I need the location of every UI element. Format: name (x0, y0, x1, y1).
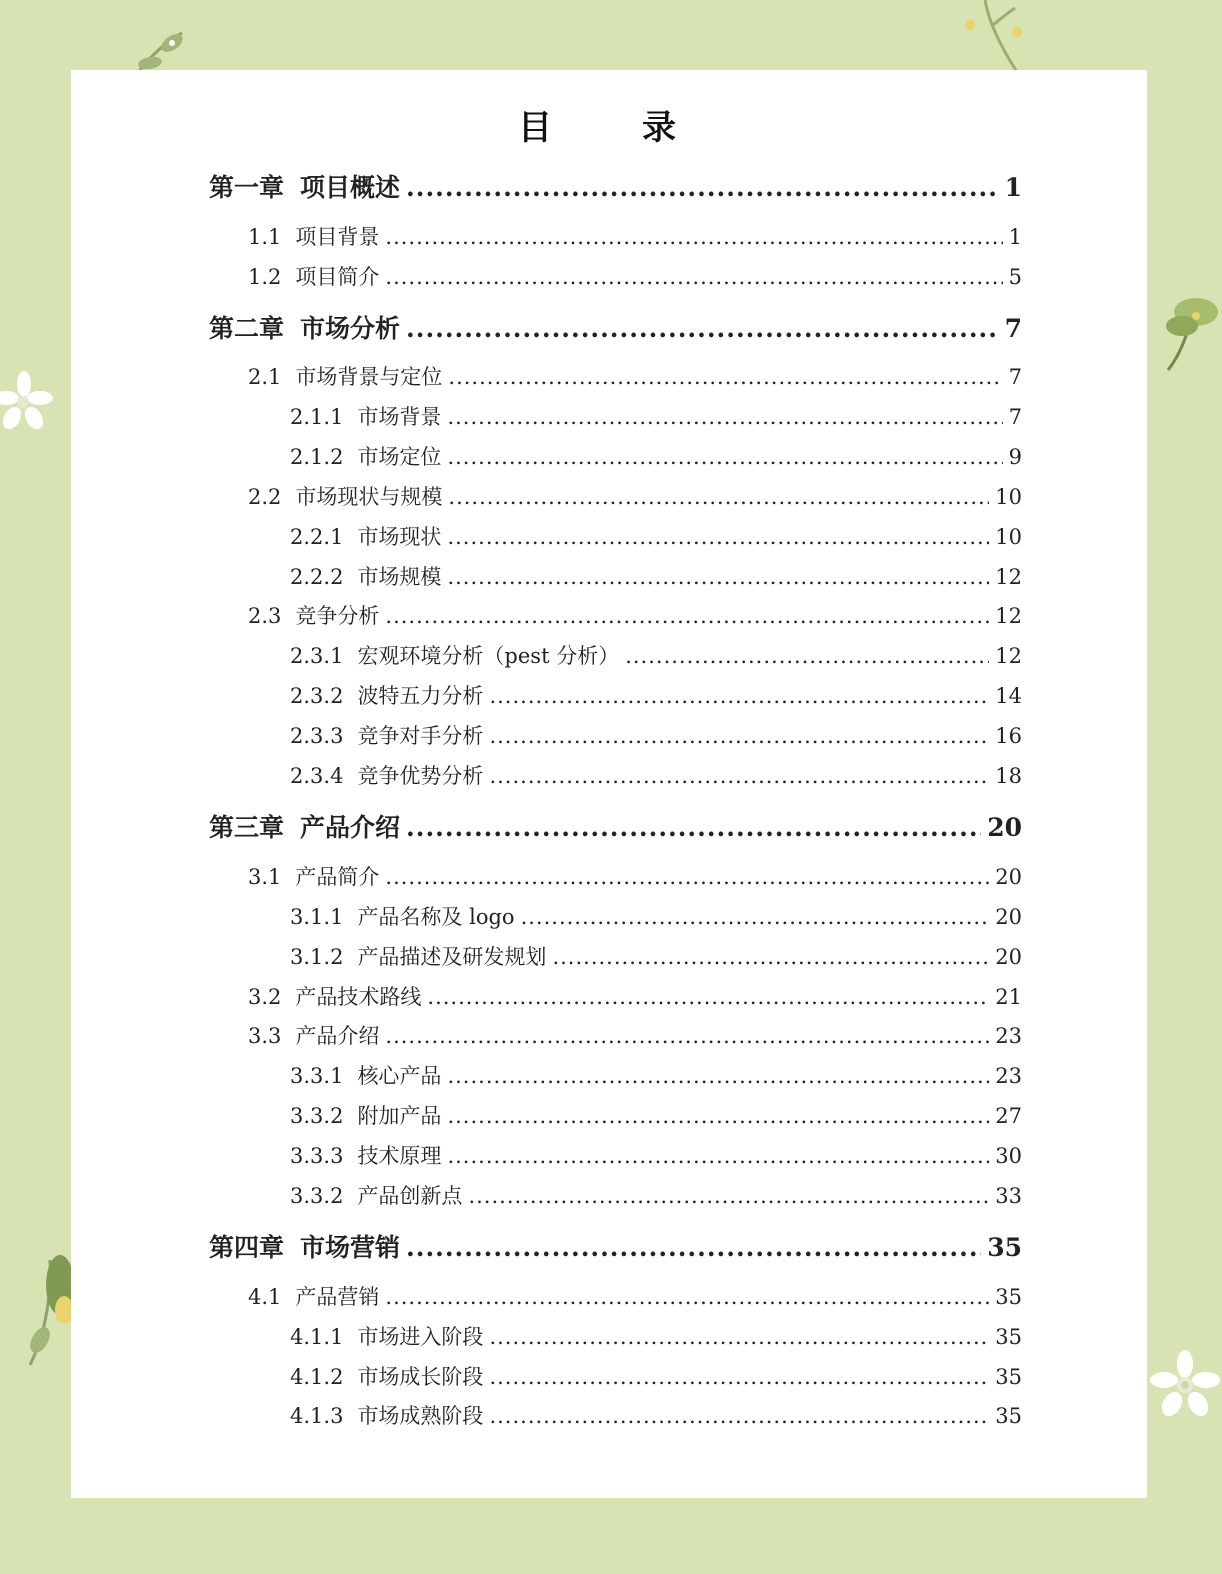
toc-entry[interactable] (248, 1281, 1022, 1311)
toc-leader-dots (447, 1064, 989, 1088)
toc-entry-page: 35 (995, 1285, 1022, 1309)
toc-entry-number: 3.1.2 (290, 945, 344, 969)
toc-entry-number: 3.3.2 (290, 1184, 344, 1208)
toc-entry-number: 1.2 (248, 265, 282, 289)
toc-leader-dots (385, 265, 1002, 289)
toc-entry-page: 18 (995, 764, 1022, 788)
toc-entry[interactable] (290, 1180, 1022, 1210)
toc-entry-number: 4.1.1 (290, 1325, 344, 1349)
toc-entry[interactable] (290, 1361, 1022, 1391)
toc-entry-page: 20 (987, 813, 1022, 842)
toc-entry[interactable] (290, 1100, 1022, 1130)
toc-entry-number: 2.1 (248, 365, 282, 389)
toc-entry-number: 3.3.2 (290, 1104, 344, 1128)
toc-entry[interactable] (248, 261, 1022, 291)
toc-entry-title: 市场背景 (357, 405, 442, 429)
toc-leader-dots (447, 565, 989, 589)
toc-entry[interactable] (209, 168, 1022, 204)
toc-entry-number: 2.3.1 (290, 644, 344, 668)
toc-leader-dots (427, 985, 989, 1009)
toc-entry-page: 12 (995, 565, 1022, 589)
toc-leader-dots (447, 525, 989, 549)
toc-entry-page: 30 (995, 1144, 1022, 1168)
toc-entry-number: 第三章 (209, 813, 285, 842)
toc-entry-title: 市场规模 (357, 565, 442, 589)
toc-entry[interactable] (209, 309, 1022, 345)
toc-entry[interactable] (290, 720, 1022, 750)
toc-entry-page: 27 (995, 1104, 1022, 1128)
toc-entry[interactable] (290, 760, 1022, 790)
toc-entry-page: 7 (1004, 314, 1022, 343)
toc-entry[interactable] (248, 1020, 1022, 1050)
toc-leader-dots (447, 405, 1002, 429)
toc-entry[interactable] (290, 561, 1022, 591)
toc-entry[interactable] (290, 941, 1022, 971)
toc-entry-title: 产品名称及 logo (357, 905, 515, 929)
toc-leader-dots (448, 365, 1002, 389)
toc-entry-title: 竞争对手分析 (357, 724, 484, 748)
toc-entry-number: 2.2 (248, 485, 282, 509)
toc-entry-number: 4.1.3 (290, 1404, 344, 1428)
toc-leader-dots (385, 604, 989, 628)
toc-entry-number: 2.1.2 (290, 445, 344, 469)
toc-leader-dots (489, 1365, 989, 1389)
toc-entry-number: 3.1.1 (290, 905, 344, 929)
toc-entry-number: 1.1 (248, 225, 282, 249)
toc-entry[interactable] (248, 221, 1022, 251)
toc-entry-page: 33 (995, 1184, 1022, 1208)
toc-leader-dots (385, 1285, 989, 1309)
toc-entry-number: 4.1.2 (290, 1365, 344, 1389)
toc-leader-dots (385, 225, 1002, 249)
toc-entry-page: 10 (995, 485, 1022, 509)
toc-entry-page: 12 (995, 604, 1022, 628)
toc-entry-number: 3.3 (248, 1024, 282, 1048)
toc-entry-number: 第四章 (209, 1233, 285, 1262)
toc-entry-page: 12 (995, 644, 1022, 668)
toc-entry-page: 9 (1008, 445, 1022, 469)
toc-leader-dots (447, 1104, 989, 1128)
toc-entry-title: 宏观环境分析（pest 分析） (357, 644, 620, 668)
toc-leader-dots (406, 173, 999, 202)
toc-entry-page: 35 (987, 1233, 1022, 1262)
toc-entry-title: 市场现状与规模 (295, 485, 443, 509)
toc-entry[interactable] (290, 401, 1022, 431)
toc-entry-title: 竞争分析 (295, 604, 380, 628)
toc-entry-number: 第二章 (209, 314, 285, 343)
toc-entry-number: 2.2.1 (290, 525, 344, 549)
toc-entry-page: 7 (1008, 365, 1022, 389)
toc-entry-number: 3.2 (248, 985, 282, 1009)
toc-entry-page: 20 (995, 865, 1022, 889)
toc-entry-title: 市场进入阶段 (357, 1325, 484, 1349)
toc-entry[interactable] (248, 481, 1022, 511)
toc-entry-title: 波特五力分析 (357, 684, 484, 708)
toc-entry-number: 3.1 (248, 865, 282, 889)
toc-entry-number: 2.2.2 (290, 565, 344, 589)
toc-entry-number: 4.1 (248, 1285, 282, 1309)
toc-leader-dots (448, 485, 989, 509)
toc-entry-title: 市场定位 (357, 445, 442, 469)
toc-entry[interactable] (248, 861, 1022, 891)
toc-entry[interactable] (290, 441, 1022, 471)
page-title: 目 录 (518, 108, 704, 148)
white-flower-left-icon (0, 370, 55, 435)
twig-top-right-icon (955, 0, 1035, 72)
toc-leader-dots (489, 684, 989, 708)
toc-entry-number: 2.3.2 (290, 684, 344, 708)
toc-entry[interactable] (248, 981, 1022, 1011)
toc-entry[interactable] (290, 1140, 1022, 1170)
toc-entry[interactable] (248, 600, 1022, 630)
toc-entry[interactable] (290, 1400, 1022, 1430)
toc-entry[interactable] (209, 808, 1022, 844)
toc-entry-page: 35 (995, 1404, 1022, 1428)
toc-entry[interactable] (290, 680, 1022, 710)
toc-entry-number: 2.3.4 (290, 764, 344, 788)
toc-leader-dots (489, 764, 989, 788)
toc-entry[interactable] (290, 1060, 1022, 1090)
toc-leader-dots (406, 1233, 981, 1262)
toc-leader-dots (489, 1325, 989, 1349)
toc-entry-page: 23 (995, 1064, 1022, 1088)
toc-entry[interactable] (290, 521, 1022, 551)
toc-entry-page: 5 (1008, 265, 1022, 289)
toc-entry[interactable] (209, 1228, 1022, 1264)
green-flower-right-icon (1160, 290, 1222, 375)
toc-leader-dots (447, 1144, 989, 1168)
toc-entry-title: 技术原理 (357, 1144, 442, 1168)
toc-entry-title: 核心产品 (357, 1064, 442, 1088)
toc-entry-number: 2.1.1 (290, 405, 344, 429)
toc-entry-title: 项目概述 (300, 173, 401, 202)
toc-entry-title: 产品描述及研发规划 (357, 945, 547, 969)
toc-entry-page: 23 (995, 1024, 1022, 1048)
toc-leader-dots (406, 314, 999, 343)
toc-entry-page: 7 (1008, 405, 1022, 429)
toc-entry-page: 16 (995, 724, 1022, 748)
toc-entry-title: 产品营销 (295, 1285, 380, 1309)
toc-entry-title: 产品介绍 (300, 813, 401, 842)
toc-leader-dots (521, 905, 990, 929)
toc-leader-dots (447, 445, 1002, 469)
toc-leader-dots (385, 1024, 989, 1048)
toc-entry-page: 20 (995, 945, 1022, 969)
white-flower-bottom-right-icon (1150, 1350, 1220, 1420)
toc-entry-page: 35 (995, 1325, 1022, 1349)
toc-leader-dots (625, 644, 989, 668)
leaf-sprig-bottom-left-icon (20, 1240, 75, 1370)
toc-entry-title: 市场成熟阶段 (357, 1404, 484, 1428)
toc-entry[interactable] (290, 1321, 1022, 1351)
toc-leader-dots (385, 865, 989, 889)
toc-entry-title: 市场营销 (300, 1233, 401, 1262)
toc-entry-number: 2.3.3 (290, 724, 344, 748)
toc-entry-page: 14 (995, 684, 1022, 708)
toc-entry[interactable] (248, 361, 1022, 391)
toc-leader-dots (489, 1404, 989, 1428)
toc-leader-dots (489, 724, 989, 748)
toc-entry-title: 市场分析 (300, 314, 401, 343)
toc-entry-page: 21 (995, 985, 1022, 1009)
toc-entry-title: 产品创新点 (357, 1184, 463, 1208)
toc-entry-title: 竞争优势分析 (357, 764, 484, 788)
toc-entry-number: 3.3.3 (290, 1144, 344, 1168)
toc-entry-title: 市场背景与定位 (295, 365, 443, 389)
toc-entry-number: 2.3 (248, 604, 282, 628)
toc-entry-page: 10 (995, 525, 1022, 549)
toc-entry-title: 市场现状 (357, 525, 442, 549)
toc-entry-title: 项目简介 (295, 265, 380, 289)
toc-entry-title: 产品简介 (295, 865, 380, 889)
toc-entry[interactable] (290, 640, 1022, 670)
toc-entry-title: 附加产品 (357, 1104, 442, 1128)
toc-entry-page: 1 (1008, 225, 1022, 249)
toc-entry-page: 1 (1004, 173, 1022, 202)
leaf-sprig-top-left-icon (120, 25, 200, 75)
toc-entry-title: 产品技术路线 (295, 985, 422, 1009)
toc-entry-number: 第一章 (209, 173, 285, 202)
toc-entry-page: 35 (995, 1365, 1022, 1389)
toc-leader-dots (552, 945, 989, 969)
toc-leader-dots (406, 813, 981, 842)
toc-entry[interactable] (290, 901, 1022, 931)
toc-entry-title: 市场成长阶段 (357, 1365, 484, 1389)
toc-entry-title: 项目背景 (295, 225, 380, 249)
toc-entry-number: 3.3.1 (290, 1064, 344, 1088)
toc-entry-title: 产品介绍 (295, 1024, 380, 1048)
toc-entry-page: 20 (995, 905, 1022, 929)
toc-leader-dots (468, 1184, 989, 1208)
